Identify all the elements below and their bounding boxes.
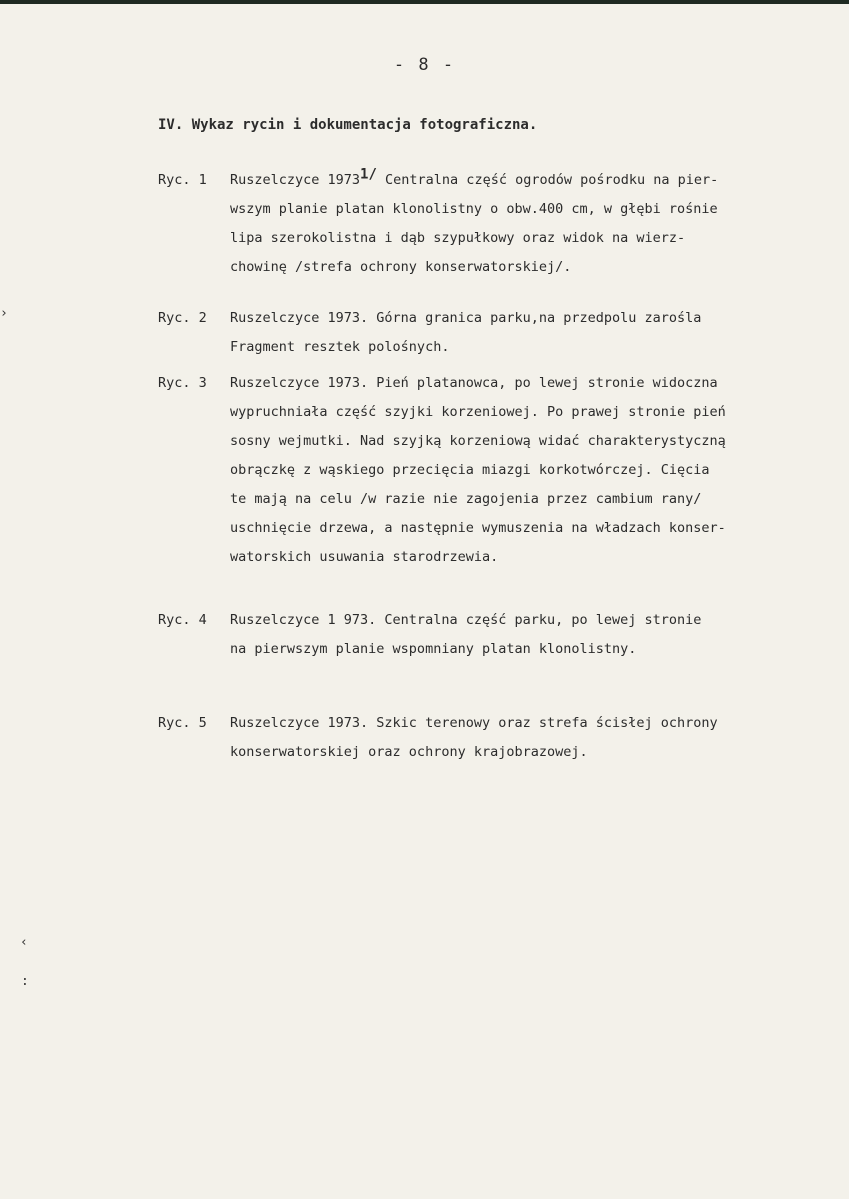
entry-text: Ruszelczyce 1973. Szkic terenowy oraz strefa ścisłej ochrony — [230, 715, 718, 731]
entry-line: te mają na celu /w razie nie zagojenia przez cambium rany/ — [230, 491, 702, 507]
entry-line — [158, 369, 823, 398]
figure-label: Ryc. 3 — [158, 375, 207, 391]
page-number: - 8 - — [393, 55, 456, 75]
entry-text: Ruszelczyce 1 973. Centralna część parku, po lewej stronie — [230, 612, 702, 628]
figure-label: Ryc. 1 — [158, 172, 207, 188]
margin-tick-mark: › — [0, 306, 8, 321]
entry-line: wypruchniała część szyjki korzeniowej. Po prawej stronie pień — [230, 404, 726, 420]
figure-label: Ryc. 4 — [158, 612, 207, 628]
entry-line — [158, 304, 823, 333]
figure-entry-3 — [158, 369, 823, 572]
entry-line: na pierwszym planie wspomniany platan klonolistny. — [230, 641, 637, 657]
figure-label: Ryc. 5 — [158, 715, 207, 731]
figure-label: Ryc. 2 — [158, 310, 207, 326]
entry-text: Ruszelczyce 1973. Górna granica parku,na przedpolu zarośla — [230, 310, 702, 326]
entry-text: Ruszelczyce 1973 — [230, 172, 361, 188]
footnote-mark: 1/ — [360, 166, 377, 183]
entry-text: Centralna część ogrodów pośrodku na pier- — [376, 172, 719, 188]
entry-line: Fragment resztek polośnych. — [230, 339, 450, 355]
entry-text: Ruszelczyce 1973. Pień platanowca, po lewej stronie widoczna — [230, 375, 718, 391]
figure-entry-1 — [158, 166, 823, 282]
margin-punch-mark: ‹ — [20, 935, 28, 950]
entry-line: lipa szerokolistna i dąb szypułkowy oraz widok na wierz- — [230, 230, 686, 246]
figure-entry-2 — [158, 304, 823, 362]
entry-line — [158, 606, 823, 635]
figure-entry-4 — [158, 606, 823, 664]
entry-line: watorskich usuwania starodrzewia. — [230, 549, 499, 565]
entry-line — [158, 709, 823, 738]
entry-line: uschnięcie drzewa, a następnie wymuszenia na władzach konser- — [230, 520, 726, 536]
figure-entry-5 — [158, 709, 823, 767]
entry-line: sosny wejmutki. Nad szyjką korzeniową widać charakterystyczną — [230, 433, 726, 449]
entry-line: chowinę /strefa ochrony konserwatorskiej/. — [230, 259, 572, 275]
section-title: IV. Wykaz rycin i dokumentacja fotograficzna. — [158, 117, 538, 133]
scan-top-edge — [0, 0, 849, 4]
entry-line: obrączkę z wąskiego przecięcia miazgi korkotwórczej. Cięcia — [230, 462, 710, 478]
margin-punch-mark: : — [21, 974, 29, 989]
entry-line: wszym planie platan klonolistny o obw.400 cm, w głębi rośnie — [230, 201, 718, 217]
entry-line: konserwatorskiej oraz ochrony krajobrazowej. — [230, 744, 588, 760]
entry-line — [158, 166, 823, 195]
